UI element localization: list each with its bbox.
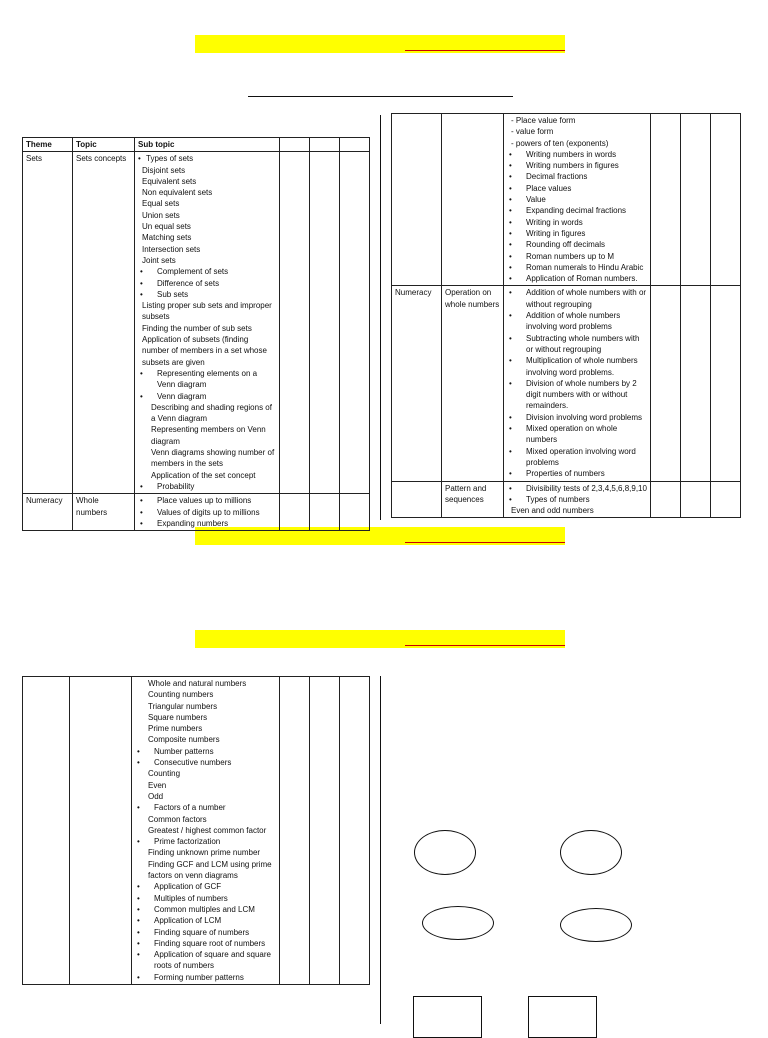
theme-cell bbox=[23, 677, 70, 985]
blank-cell bbox=[280, 494, 310, 531]
list-item: • Multiples of numbers bbox=[135, 893, 276, 904]
blank-cell bbox=[280, 152, 310, 494]
title-underline bbox=[248, 96, 513, 97]
topic-cell bbox=[442, 114, 504, 286]
list-item: Counting numbers bbox=[148, 690, 214, 700]
list-item: • Rounding off decimals bbox=[507, 239, 647, 250]
list-item: • Difference of sets bbox=[138, 278, 276, 289]
header-blank bbox=[280, 138, 310, 152]
theme-cell bbox=[392, 114, 442, 286]
list-item: • Finding square root of numbers bbox=[135, 938, 276, 949]
subtopic-cell bbox=[504, 114, 651, 286]
theme-cell bbox=[392, 481, 442, 518]
list-item: • Division involving word problems bbox=[507, 412, 647, 423]
column-divider-top bbox=[380, 115, 381, 520]
blank-cell bbox=[340, 494, 370, 531]
table-row bbox=[392, 481, 741, 518]
subtopic-list bbox=[138, 153, 276, 492]
theme-cell: Sets bbox=[23, 152, 73, 494]
syllabus-table-1 bbox=[22, 137, 370, 531]
list-item: • Sub sets bbox=[138, 289, 276, 300]
list-item: Greatest / highest common factor bbox=[148, 825, 267, 835]
header-theme: Theme bbox=[23, 138, 73, 152]
highlight-bar-top bbox=[195, 35, 565, 53]
subtopic-list bbox=[135, 678, 276, 983]
blank-cell bbox=[711, 481, 741, 518]
venn-oval-3 bbox=[422, 906, 494, 940]
list-item: • Probability bbox=[138, 481, 276, 492]
list-item: • Number patterns bbox=[135, 746, 276, 757]
list-item: • Representing elements on a Venn diagram bbox=[138, 368, 276, 391]
list-item: • Roman numerals to Hindu Arabic bbox=[507, 262, 647, 273]
list-item: • Finding square of numbers bbox=[135, 927, 276, 938]
blank-cell bbox=[651, 114, 681, 286]
subtopic-cell bbox=[135, 152, 280, 494]
list-item: • Forming number patterns bbox=[135, 972, 276, 983]
list-item: • Writing numbers in figures bbox=[507, 160, 647, 171]
list-item: • Division of whole numbers by 2 digit numbers with or without remainders. bbox=[507, 378, 647, 412]
blank-cell bbox=[681, 114, 711, 286]
venn-oval-4 bbox=[560, 908, 632, 942]
list-item: • Writing numbers in words bbox=[507, 149, 647, 160]
blank-cell bbox=[340, 152, 370, 494]
blank-cell bbox=[711, 286, 741, 481]
list-item: - value form bbox=[511, 127, 554, 137]
list-item: • Expanding numbers bbox=[138, 518, 276, 529]
list-item: Even and odd numbers bbox=[511, 506, 594, 516]
venn-oval-2 bbox=[560, 830, 622, 875]
list-item: • Common multiples and LCM bbox=[135, 904, 276, 915]
list-item: • Values of digits up to millions bbox=[138, 507, 276, 518]
table-row bbox=[392, 114, 741, 286]
box-shape-1 bbox=[413, 996, 482, 1038]
table-header-row bbox=[23, 138, 370, 152]
list-item: Whole and natural numbers bbox=[148, 679, 247, 688]
list-item: • Roman numbers up to M bbox=[507, 251, 647, 262]
list-item: Prime numbers bbox=[148, 724, 203, 734]
venn-oval-1 bbox=[414, 830, 476, 875]
list-item: Odd bbox=[148, 791, 164, 801]
blank-cell bbox=[280, 677, 310, 985]
list-item: • Multiplication of whole numbers involving word problems. bbox=[507, 355, 647, 378]
list-item: Venn diagrams showing number of members in the sets bbox=[151, 448, 275, 469]
list-item: • Application of LCM bbox=[135, 915, 276, 926]
list-item: Application of subsets (finding number of members in a set whose subsets are given bbox=[142, 335, 267, 367]
blank-cell bbox=[651, 286, 681, 481]
list-item: Describing and shading regions of a Venn diagram bbox=[151, 402, 272, 424]
list-item: • Factors of a number bbox=[135, 802, 276, 813]
subtopic-cell bbox=[504, 286, 651, 481]
list-item: • Place values bbox=[507, 183, 647, 194]
list-item: • Venn diagram bbox=[138, 391, 276, 402]
list-item: Representing members on Venn diagram bbox=[151, 425, 266, 446]
blank-cell bbox=[681, 481, 711, 518]
list-item: Counting bbox=[148, 769, 181, 779]
list-item: • Properties of numbers bbox=[507, 468, 647, 479]
highlight-bar-lower bbox=[195, 630, 565, 648]
header-blank bbox=[340, 138, 370, 152]
topic-cell: Whole numbers bbox=[73, 494, 135, 531]
header-subtopic: Sub topic bbox=[135, 138, 280, 152]
list-item: Intersection sets bbox=[142, 244, 201, 254]
subtopic-list bbox=[507, 287, 647, 479]
blank-cell bbox=[711, 114, 741, 286]
list-item: • Addition of whole numbers with or without regrouping bbox=[507, 287, 647, 310]
list-item: • Mixed operation on whole numbers bbox=[507, 423, 647, 446]
list-item: Finding GCF and LCM using prime factors on venn diagrams bbox=[148, 859, 272, 881]
list-item: Finding the number of sub sets bbox=[142, 323, 252, 333]
list-item: • Writing in words bbox=[507, 217, 647, 228]
list-item: Matching sets bbox=[142, 233, 192, 243]
table-row bbox=[23, 152, 370, 494]
list-item: Square numbers bbox=[148, 712, 208, 722]
blank-cell bbox=[340, 677, 370, 985]
list-item: • Types of numbers bbox=[507, 494, 647, 505]
list-item: Joint sets bbox=[142, 255, 176, 265]
list-item: • Value bbox=[507, 194, 647, 205]
list-item: Common factors bbox=[148, 814, 207, 824]
list-item: Non equivalent sets bbox=[142, 188, 213, 198]
list-item: Application of the set concept bbox=[151, 470, 256, 480]
list-item: Composite numbers bbox=[148, 735, 220, 745]
topic-cell: Pattern and sequences bbox=[442, 481, 504, 518]
list-item: • Types of sets bbox=[138, 153, 276, 164]
list-item: - powers of ten (exponents) bbox=[511, 138, 609, 148]
subtopic-cell bbox=[504, 481, 651, 518]
list-item: Listing proper sub sets and improper subsets bbox=[142, 301, 272, 322]
topic-cell: Sets concepts bbox=[73, 152, 135, 494]
subtopic-list bbox=[507, 115, 647, 284]
list-item: • Prime factorization bbox=[135, 836, 276, 847]
list-item: • Subtracting whole numbers with or without regrouping bbox=[507, 333, 647, 356]
list-item: • Place values up to millions bbox=[138, 495, 276, 506]
header-topic: Topic bbox=[73, 138, 135, 152]
list-item: Even bbox=[148, 780, 167, 790]
blank-cell bbox=[681, 286, 711, 481]
list-item: • Addition of whole numbers involving word problems bbox=[507, 310, 647, 333]
syllabus-table-2 bbox=[391, 113, 741, 518]
table-row bbox=[392, 286, 741, 481]
subtopic-cell bbox=[132, 677, 280, 985]
list-item: Un equal sets bbox=[142, 222, 191, 232]
box-shape-2 bbox=[528, 996, 597, 1038]
table-row bbox=[23, 494, 370, 531]
list-item: Triangular numbers bbox=[148, 701, 218, 711]
list-item: • Complement of sets bbox=[138, 266, 276, 277]
table-row bbox=[23, 677, 370, 985]
topic-cell: Operation on whole numbers bbox=[442, 286, 504, 481]
list-item: • Application of square and square roots of numbers bbox=[135, 949, 276, 972]
list-item: • Divisibility tests of 2,3,4,5,6,8,9,10 bbox=[507, 483, 647, 494]
list-item: • Consecutive numbers bbox=[135, 757, 276, 768]
list-item: Disjoint sets bbox=[142, 165, 186, 175]
list-item: • Application of Roman numbers. bbox=[507, 273, 647, 284]
list-item: Finding unknown prime number bbox=[148, 848, 261, 858]
topic-cell bbox=[70, 677, 132, 985]
blank-cell bbox=[310, 677, 340, 985]
subtopic-cell bbox=[135, 494, 280, 531]
syllabus-table-3 bbox=[22, 676, 370, 985]
list-item: Equal sets bbox=[142, 199, 180, 209]
header-blank bbox=[310, 138, 340, 152]
list-item: • Application of GCF bbox=[135, 881, 276, 892]
list-item: Union sets bbox=[142, 210, 180, 220]
subtopic-list bbox=[138, 495, 276, 529]
list-item: • Expanding decimal fractions bbox=[507, 205, 647, 216]
list-item: Equivalent sets bbox=[142, 176, 197, 186]
blank-cell bbox=[651, 481, 681, 518]
theme-cell: Numeracy bbox=[392, 286, 442, 481]
theme-cell: Numeracy bbox=[23, 494, 73, 531]
blank-cell bbox=[310, 152, 340, 494]
list-item: • Writing in figures bbox=[507, 228, 647, 239]
list-item: • Decimal fractions bbox=[507, 171, 647, 182]
list-item: • Mixed operation involving word problems bbox=[507, 446, 647, 469]
blank-cell bbox=[310, 494, 340, 531]
column-divider-bottom bbox=[380, 676, 381, 1024]
list-item: - Place value form bbox=[511, 116, 576, 125]
subtopic-list bbox=[507, 483, 647, 517]
